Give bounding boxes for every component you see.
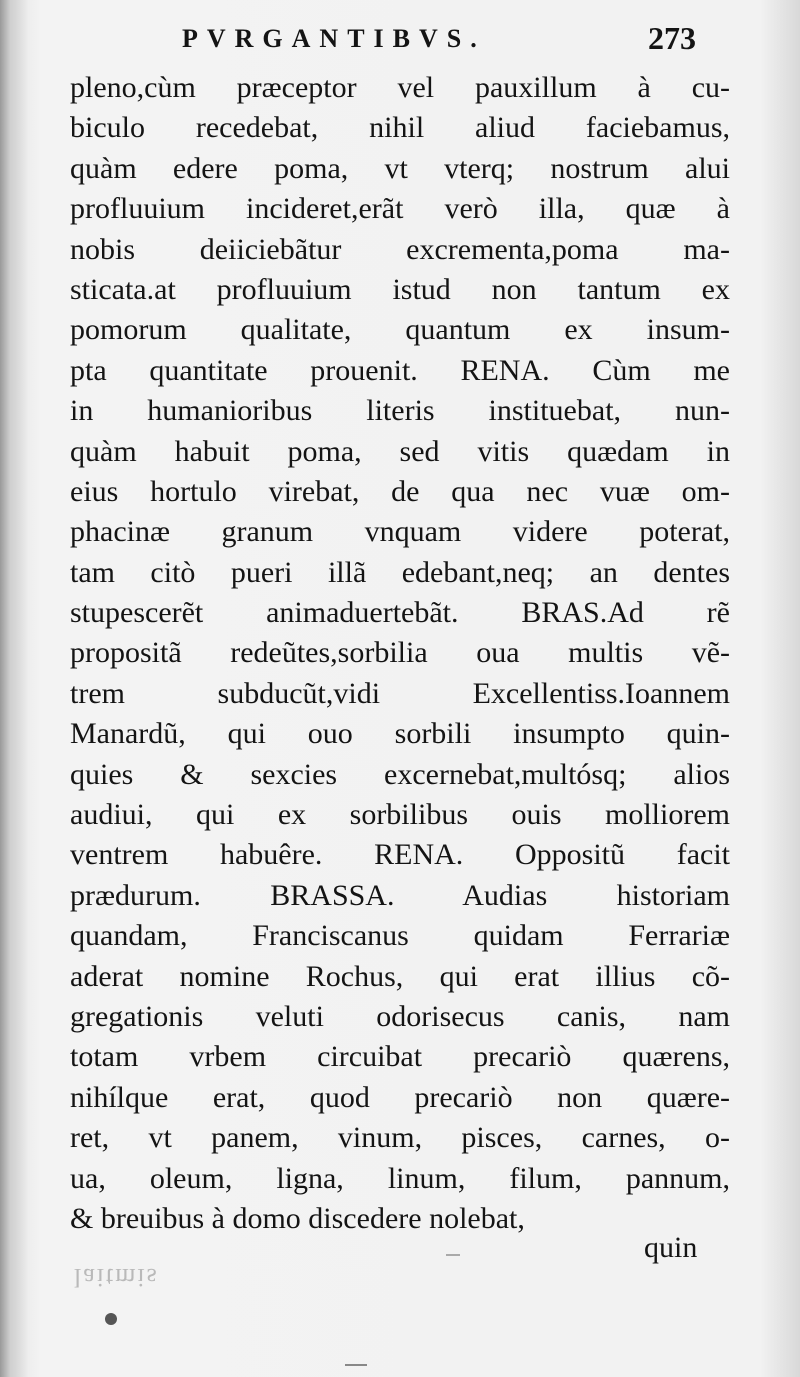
text-line: stupescerẽt animaduertebãt. BRAS.Ad rẽ	[70, 596, 730, 630]
text-line: propositã redeũtes,sorbilia oua multis vẽ-	[70, 636, 730, 670]
text-line: quàm habuit poma, sed vitis quædam in	[70, 434, 730, 468]
text-line: ret, vt panem, vinum, pisces, carnes, o-	[70, 1121, 730, 1155]
text-line: tam citò pueri illã edebant,neq; an dentes	[70, 555, 730, 589]
text-line: sticata.at profluuium istud non tantum ex	[70, 272, 730, 306]
text-line: pomorum qualitate, quantum ex insum-	[70, 313, 730, 347]
body-text	[70, 68, 730, 1239]
text-line: quàm edere poma, vt vterq; nostrum alui	[70, 151, 730, 185]
text-line: nobis deiiciebãtur excrementa,poma ma-	[70, 232, 730, 266]
text-line: quies & sexcies excernebat,multósq; alios	[70, 757, 730, 791]
text-line: pta quantitate prouenit. RENA. Cùm me	[70, 353, 730, 387]
text-line: ua, oleum, ligna, linum, filum, pannum,	[70, 1161, 730, 1195]
text-line: nihílque erat, quod precariò non quære-	[70, 1080, 730, 1114]
text-line: pleno,cùm præceptor vel pauxillum à cu-	[70, 71, 730, 104]
text-line: profluuium incideret,erãt verò illa, quæ à	[70, 192, 730, 226]
text-line: eius hortulo virebat, de qua nec vuæ om-	[70, 474, 730, 508]
text-line: ventrem habuêre. RENA. Oppositũ facit	[70, 838, 730, 872]
catchword: quin	[644, 1231, 698, 1264]
paper-mark	[446, 1254, 460, 1256]
text-line: prædurum. BRASSA. Audias historiam	[70, 878, 730, 912]
running-title: PVRGANTIBVS.	[182, 24, 486, 53]
page-number: 273	[648, 20, 696, 56]
gutter-shadow	[0, 0, 28, 1377]
text-line: phacinæ granum vnquam videre poterat,	[70, 515, 730, 549]
text-line: biculo recedebat, nihil aliud faciebamus,	[70, 111, 730, 145]
text-line: gregationis veluti odorisecus canis, nam	[70, 999, 730, 1033]
text-line: Manardũ, qui ouo sorbili insumpto quin-	[70, 717, 730, 751]
text-line: trem subducũt,vidi Excellentiss.Ioannem	[70, 676, 730, 710]
ink-speck	[105, 1313, 117, 1325]
running-head	[0, 18, 800, 58]
bleed-through-text: laitmis	[74, 1263, 159, 1292]
text-line: quandam, Franciscanus quidam Ferrariæ	[70, 919, 730, 953]
text-line: in humanioribus literis instituebat, nun-	[70, 394, 730, 428]
text-line: & breuibus à domo discedere nolebat,	[70, 1201, 525, 1235]
paper-mark	[345, 1364, 367, 1366]
text-line: totam vrbem circuibat precariò quærens,	[70, 1040, 730, 1074]
text-line: audiui, qui ex sorbilibus ouis molliorem	[70, 798, 730, 832]
text-line: aderat nomine Rochus, qui erat illius cõ-	[70, 959, 730, 993]
